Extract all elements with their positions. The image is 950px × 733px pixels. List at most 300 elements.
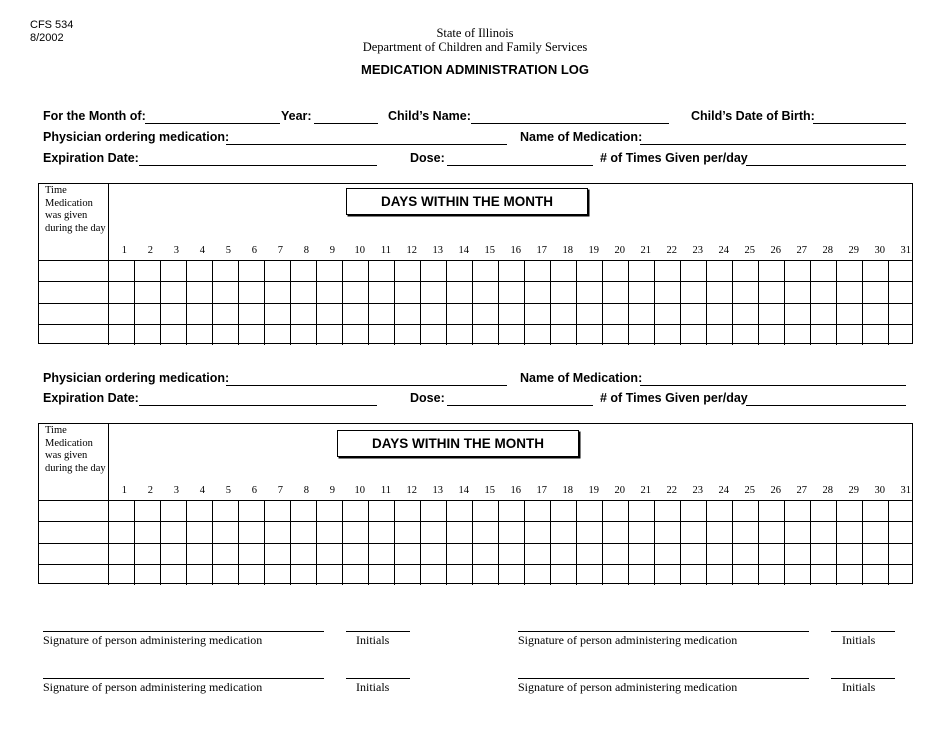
day-cell[interactable] [238, 521, 264, 542]
medication-name-field-2[interactable] [640, 385, 906, 386]
day-cell[interactable] [498, 303, 524, 324]
day-cell[interactable] [290, 303, 316, 324]
day-cell[interactable] [108, 303, 134, 324]
day-cell[interactable] [238, 500, 264, 521]
dose-label-2: Dose: [410, 391, 445, 405]
day-cell[interactable] [602, 500, 628, 521]
day-cell[interactable] [316, 500, 342, 521]
day-cell[interactable] [394, 500, 420, 521]
day-cell[interactable] [888, 260, 914, 281]
day-cell[interactable] [394, 564, 420, 585]
times-per-day-field-2[interactable] [746, 405, 906, 406]
day-cell[interactable] [342, 543, 368, 564]
day-cell[interactable] [394, 521, 420, 542]
day-cell[interactable] [732, 260, 758, 281]
times-per-day-label: # of Times Given per/day [600, 151, 748, 165]
day-cell[interactable] [134, 281, 160, 302]
day-cell[interactable] [810, 521, 836, 542]
day-cell[interactable] [420, 500, 446, 521]
day-cell[interactable] [888, 324, 914, 345]
day-cell[interactable] [186, 564, 212, 585]
day-cell[interactable] [810, 281, 836, 302]
day-cell[interactable] [212, 324, 238, 345]
time-cell[interactable] [39, 324, 108, 345]
medication-name-field[interactable] [640, 144, 906, 145]
form-title: MEDICATION ADMINISTRATION LOG [361, 62, 589, 77]
day-cell[interactable] [524, 543, 550, 564]
time-cell[interactable] [39, 303, 108, 324]
day-cell[interactable] [628, 521, 654, 542]
day-cell[interactable] [108, 260, 134, 281]
day-cell[interactable] [420, 281, 446, 302]
day-cell[interactable] [680, 260, 706, 281]
dose-field[interactable] [447, 165, 593, 166]
day-cell[interactable] [420, 564, 446, 585]
day-cell[interactable] [706, 500, 732, 521]
time-cell[interactable] [39, 281, 108, 302]
day-cell[interactable] [316, 281, 342, 302]
day-number: 11 [380, 245, 391, 256]
day-cell[interactable] [524, 303, 550, 324]
day-cell[interactable] [108, 521, 134, 542]
day-cell[interactable] [238, 260, 264, 281]
day-number: 27 [796, 245, 807, 256]
day-cell[interactable] [758, 260, 784, 281]
day-cell[interactable] [264, 303, 290, 324]
day-cell[interactable] [394, 281, 420, 302]
day-cell[interactable] [212, 281, 238, 302]
day-cell[interactable] [654, 543, 680, 564]
day-cell[interactable] [186, 500, 212, 521]
day-cell[interactable] [550, 564, 576, 585]
day-cell[interactable] [420, 260, 446, 281]
day-cell[interactable] [238, 564, 264, 585]
day-cell[interactable] [368, 303, 394, 324]
day-cell[interactable] [290, 260, 316, 281]
day-cell[interactable] [420, 303, 446, 324]
day-cell[interactable] [498, 281, 524, 302]
day-cell[interactable] [576, 324, 602, 345]
day-cell[interactable] [784, 543, 810, 564]
day-cell[interactable] [290, 324, 316, 345]
child-dob-field[interactable] [813, 123, 906, 124]
day-cell[interactable] [836, 500, 862, 521]
day-cell[interactable] [888, 303, 914, 324]
day-cell[interactable] [472, 281, 498, 302]
day-cell[interactable] [524, 564, 550, 585]
day-cell[interactable] [212, 303, 238, 324]
day-cell[interactable] [264, 564, 290, 585]
time-cell[interactable] [39, 260, 108, 281]
day-cell[interactable] [758, 500, 784, 521]
day-cell[interactable] [186, 324, 212, 345]
day-cell[interactable] [238, 543, 264, 564]
day-cell[interactable] [706, 303, 732, 324]
day-cell[interactable] [810, 324, 836, 345]
day-cell[interactable] [498, 543, 524, 564]
day-cell[interactable] [706, 521, 732, 542]
day-cell[interactable] [836, 281, 862, 302]
day-cell[interactable] [602, 260, 628, 281]
time-cell[interactable] [39, 521, 108, 542]
day-cell[interactable] [862, 564, 888, 585]
day-cell[interactable] [134, 564, 160, 585]
day-cell[interactable] [758, 564, 784, 585]
day-cell[interactable] [706, 281, 732, 302]
initials-line-3[interactable] [346, 678, 410, 679]
day-cell[interactable] [134, 521, 160, 542]
form-number: CFS 534 [30, 19, 74, 31]
day-cell[interactable] [290, 281, 316, 302]
day-cell[interactable] [420, 543, 446, 564]
day-cell[interactable] [472, 564, 498, 585]
day-cell[interactable] [472, 521, 498, 542]
day-cell[interactable] [212, 521, 238, 542]
day-number: 30 [874, 245, 885, 256]
day-cell[interactable] [758, 281, 784, 302]
day-cell[interactable] [264, 281, 290, 302]
day-cell[interactable] [238, 303, 264, 324]
time-column-header-2: Time Medication was given during the day [45, 425, 106, 474]
day-number: 6 [251, 485, 257, 496]
day-cell[interactable] [498, 564, 524, 585]
day-cell[interactable] [576, 564, 602, 585]
day-cell[interactable] [342, 281, 368, 302]
day-cell[interactable] [446, 500, 472, 521]
dose-label: Dose: [410, 151, 445, 165]
day-cell[interactable] [706, 324, 732, 345]
day-cell[interactable] [524, 260, 550, 281]
day-cell[interactable] [654, 260, 680, 281]
day-cell[interactable] [524, 521, 550, 542]
time-cell[interactable] [39, 564, 108, 585]
day-cell[interactable] [212, 260, 238, 281]
day-cell[interactable] [784, 564, 810, 585]
day-cell[interactable] [576, 543, 602, 564]
day-cell[interactable] [706, 260, 732, 281]
day-cell[interactable] [784, 303, 810, 324]
day-cell[interactable] [810, 543, 836, 564]
day-cell[interactable] [706, 543, 732, 564]
day-cell[interactable] [160, 324, 186, 345]
day-cell[interactable] [628, 324, 654, 345]
day-cell[interactable] [316, 564, 342, 585]
day-cell[interactable] [784, 324, 810, 345]
day-cell[interactable] [264, 260, 290, 281]
day-cell[interactable] [394, 324, 420, 345]
day-cell[interactable] [472, 303, 498, 324]
day-cell[interactable] [888, 281, 914, 302]
day-cell[interactable] [550, 324, 576, 345]
day-cell[interactable] [160, 521, 186, 542]
day-cell[interactable] [498, 500, 524, 521]
day-cell[interactable] [836, 543, 862, 564]
day-cell[interactable] [680, 564, 706, 585]
expiration-field[interactable] [139, 165, 377, 166]
day-cell[interactable] [472, 260, 498, 281]
day-cell[interactable] [186, 260, 212, 281]
day-cell[interactable] [784, 521, 810, 542]
day-number: 8 [303, 245, 309, 256]
day-cell[interactable] [836, 260, 862, 281]
time-cell[interactable] [39, 500, 108, 521]
physician-field[interactable] [226, 144, 507, 145]
day-cell[interactable] [420, 324, 446, 345]
day-cell[interactable] [602, 564, 628, 585]
day-cell[interactable] [264, 521, 290, 542]
day-number: 16 [510, 485, 521, 496]
physician-field-2[interactable] [226, 385, 507, 386]
day-cell[interactable] [732, 324, 758, 345]
day-cell[interactable] [238, 281, 264, 302]
day-cell[interactable] [654, 303, 680, 324]
day-cell[interactable] [342, 324, 368, 345]
day-cell[interactable] [134, 260, 160, 281]
year-field[interactable] [314, 123, 378, 124]
day-cell[interactable] [680, 324, 706, 345]
day-cell[interactable] [888, 500, 914, 521]
day-cell[interactable] [134, 543, 160, 564]
day-cell[interactable] [160, 543, 186, 564]
day-cell[interactable] [836, 521, 862, 542]
day-cell[interactable] [290, 543, 316, 564]
day-cell[interactable] [264, 324, 290, 345]
day-cell[interactable] [550, 521, 576, 542]
day-cell[interactable] [342, 303, 368, 324]
dose-field-2[interactable] [447, 405, 593, 406]
day-cell[interactable] [446, 260, 472, 281]
day-cell[interactable] [108, 324, 134, 345]
day-cell[interactable] [290, 500, 316, 521]
day-cell[interactable] [446, 543, 472, 564]
day-cell[interactable] [784, 281, 810, 302]
day-cell[interactable] [290, 564, 316, 585]
day-cell[interactable] [316, 543, 342, 564]
time-column-header: Time Medication was given during the day [45, 185, 106, 234]
day-cell[interactable] [368, 260, 394, 281]
day-number: 12 [406, 485, 417, 496]
day-cell[interactable] [888, 564, 914, 585]
day-cell[interactable] [134, 303, 160, 324]
day-cell[interactable] [394, 260, 420, 281]
day-cell[interactable] [186, 281, 212, 302]
day-cell[interactable] [524, 500, 550, 521]
time-cell[interactable] [39, 543, 108, 564]
day-cell[interactable] [862, 281, 888, 302]
day-cell[interactable] [498, 324, 524, 345]
day-cell[interactable] [576, 281, 602, 302]
day-cell[interactable] [108, 564, 134, 585]
day-cell[interactable] [160, 500, 186, 521]
day-cell[interactable] [576, 303, 602, 324]
day-cell[interactable] [316, 521, 342, 542]
day-cell[interactable] [368, 564, 394, 585]
day-cell[interactable] [680, 303, 706, 324]
day-cell[interactable] [628, 564, 654, 585]
day-cell[interactable] [810, 500, 836, 521]
day-cell[interactable] [316, 303, 342, 324]
day-cell[interactable] [212, 543, 238, 564]
day-cell[interactable] [862, 324, 888, 345]
day-cell[interactable] [264, 500, 290, 521]
day-cell[interactable] [862, 303, 888, 324]
form-date: 8/2002 [30, 32, 64, 44]
day-cell[interactable] [732, 281, 758, 302]
day-cell[interactable] [888, 543, 914, 564]
times-per-day-field[interactable] [746, 165, 906, 166]
day-cell[interactable] [498, 260, 524, 281]
day-cell[interactable] [836, 564, 862, 585]
day-cell[interactable] [550, 543, 576, 564]
day-cell[interactable] [706, 564, 732, 585]
day-cell[interactable] [342, 260, 368, 281]
day-cell[interactable] [654, 564, 680, 585]
initials-line-1[interactable] [346, 631, 410, 632]
day-cell[interactable] [654, 500, 680, 521]
day-cell[interactable] [160, 260, 186, 281]
day-cell[interactable] [680, 543, 706, 564]
initials-line-2[interactable] [831, 631, 895, 632]
day-cell[interactable] [238, 324, 264, 345]
initials-label-4: Initials [842, 680, 876, 694]
day-cell[interactable] [290, 521, 316, 542]
signature-line-1[interactable] [43, 631, 324, 632]
signature-line-2[interactable] [518, 631, 809, 632]
day-cell[interactable] [602, 303, 628, 324]
day-cell[interactable] [576, 521, 602, 542]
day-cell[interactable] [160, 564, 186, 585]
day-cell[interactable] [784, 260, 810, 281]
expiration-field-2[interactable] [139, 405, 377, 406]
day-cell[interactable] [472, 500, 498, 521]
day-cell[interactable] [550, 260, 576, 281]
day-cell[interactable] [472, 543, 498, 564]
day-cell[interactable] [654, 521, 680, 542]
initials-line-4[interactable] [831, 678, 895, 679]
day-cell[interactable] [758, 303, 784, 324]
day-cell[interactable] [602, 521, 628, 542]
day-cell[interactable] [628, 500, 654, 521]
day-cell[interactable] [758, 521, 784, 542]
day-cell[interactable] [316, 324, 342, 345]
day-cell[interactable] [498, 521, 524, 542]
day-cell[interactable] [264, 543, 290, 564]
day-cell[interactable] [836, 324, 862, 345]
day-cell[interactable] [342, 500, 368, 521]
day-cell[interactable] [680, 500, 706, 521]
day-cell[interactable] [732, 500, 758, 521]
day-cell[interactable] [212, 564, 238, 585]
day-cell[interactable] [680, 281, 706, 302]
day-cell[interactable] [316, 260, 342, 281]
day-cell[interactable] [628, 303, 654, 324]
day-cell[interactable] [368, 281, 394, 302]
day-cell[interactable] [108, 500, 134, 521]
day-cell[interactable] [654, 324, 680, 345]
day-cell[interactable] [186, 303, 212, 324]
day-cell[interactable] [862, 521, 888, 542]
day-cell[interactable] [134, 500, 160, 521]
day-cell[interactable] [394, 303, 420, 324]
day-cell[interactable] [446, 303, 472, 324]
day-cell[interactable] [862, 260, 888, 281]
day-number: 11 [380, 485, 391, 496]
day-cell[interactable] [134, 324, 160, 345]
day-cell[interactable] [628, 281, 654, 302]
day-cell[interactable] [550, 303, 576, 324]
day-cell[interactable] [758, 324, 784, 345]
day-cell[interactable] [732, 564, 758, 585]
day-cell[interactable] [810, 564, 836, 585]
day-cell[interactable] [368, 324, 394, 345]
signature-line-4[interactable] [518, 678, 809, 679]
day-cell[interactable] [550, 500, 576, 521]
day-cell[interactable] [862, 500, 888, 521]
day-cell[interactable] [810, 260, 836, 281]
day-cell[interactable] [732, 521, 758, 542]
day-cell[interactable] [602, 324, 628, 345]
day-number: 4 [199, 485, 205, 496]
signature-line-3[interactable] [43, 678, 324, 679]
day-cell[interactable] [420, 521, 446, 542]
day-cell[interactable] [836, 303, 862, 324]
day-cell[interactable] [368, 500, 394, 521]
day-cell[interactable] [446, 521, 472, 542]
day-cell[interactable] [108, 543, 134, 564]
day-cell[interactable] [680, 521, 706, 542]
day-cell[interactable] [160, 303, 186, 324]
day-cell[interactable] [732, 303, 758, 324]
month-field[interactable] [145, 123, 280, 124]
day-number: 31 [900, 485, 911, 496]
day-cell[interactable] [888, 521, 914, 542]
day-cell[interactable] [524, 281, 550, 302]
day-cell[interactable] [550, 281, 576, 302]
day-cell[interactable] [446, 564, 472, 585]
day-number: 5 [225, 485, 231, 496]
day-cell[interactable] [186, 521, 212, 542]
day-cell[interactable] [160, 281, 186, 302]
day-cell[interactable] [810, 303, 836, 324]
day-cell[interactable] [602, 543, 628, 564]
day-cell[interactable] [368, 543, 394, 564]
day-cell[interactable] [446, 324, 472, 345]
day-cell[interactable] [342, 564, 368, 585]
day-cell[interactable] [576, 500, 602, 521]
day-cell[interactable] [212, 500, 238, 521]
day-cell[interactable] [654, 281, 680, 302]
day-cell[interactable] [394, 543, 420, 564]
day-cell[interactable] [628, 260, 654, 281]
day-number: 18 [562, 245, 573, 256]
day-cell[interactable] [628, 543, 654, 564]
day-cell[interactable] [472, 324, 498, 345]
day-cell[interactable] [186, 543, 212, 564]
day-cell[interactable] [368, 521, 394, 542]
day-cell[interactable] [862, 543, 888, 564]
day-number: 24 [718, 245, 729, 256]
day-cell[interactable] [784, 500, 810, 521]
day-cell[interactable] [602, 281, 628, 302]
day-cell[interactable] [342, 521, 368, 542]
day-cell[interactable] [576, 260, 602, 281]
day-cell[interactable] [732, 543, 758, 564]
day-cell[interactable] [108, 281, 134, 302]
day-cell[interactable] [524, 324, 550, 345]
day-cell[interactable] [758, 543, 784, 564]
day-cell[interactable] [446, 281, 472, 302]
child-name-field[interactable] [471, 123, 669, 124]
